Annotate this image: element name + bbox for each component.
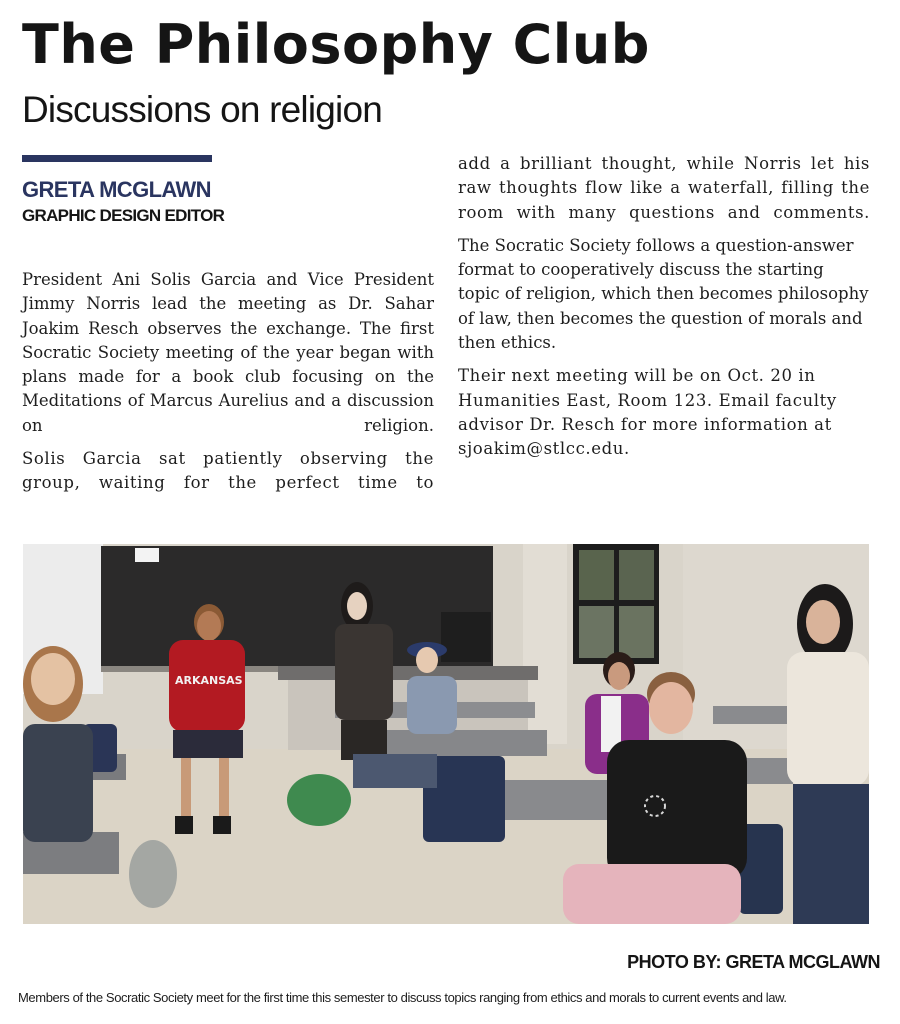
byline-author: GRETA MCGLAWN [22, 177, 211, 202]
accent-rule [22, 155, 212, 162]
article-paragraph-2: Solis Garcia sat patiently observing the group, waiting for the perfect time to [22, 449, 434, 493]
photo-credit: PHOTO BY: GRETA MCGLAWN [627, 952, 880, 972]
headline: The Philosophy Club [22, 13, 650, 76]
article-paragraph-4: The Socratic Society follows a question-answer format to cooperatively discuss the starting topic of religion, which then becomes philosophy of law, then becomes the question of morals and then ethics. [458, 235, 869, 353]
article-paragraph-5: Their next meeting will be on Oct. 20 in Humanities East, Room 123. Email faculty advisor Dr. Resch for more information at sjoakim@stlcc.edu. [458, 366, 837, 459]
club-photo [23, 544, 869, 924]
sweatshirt-lettering: ARKANSAS [175, 674, 243, 687]
subheadline: Discussions on religion [22, 89, 383, 130]
article-column-right [458, 152, 870, 471]
article-paragraph-1: President Ani Solis Garcia and Vice President Jimmy Norris lead the meeting as Dr. Sahar Joakim Resch observes the exchange. The first Socratic Society meeting of the year began with plans made for a book club focusing on the Meditations of Marcus Aurelius and a discussion on religion. [22, 270, 434, 435]
byline-role: GRAPHIC DESIGN EDITOR [22, 206, 225, 225]
photo-caption: Members of the Socratic Society meet for the first time this semester to discuss topics ranging from ethics and morals to current events and law. [18, 990, 787, 1005]
article-paragraph-3: add a brilliant thought, while Norris let his raw thoughts flow like a waterfall, filling the room with many questions and comments. [458, 154, 870, 222]
article-column-left [22, 268, 434, 505]
